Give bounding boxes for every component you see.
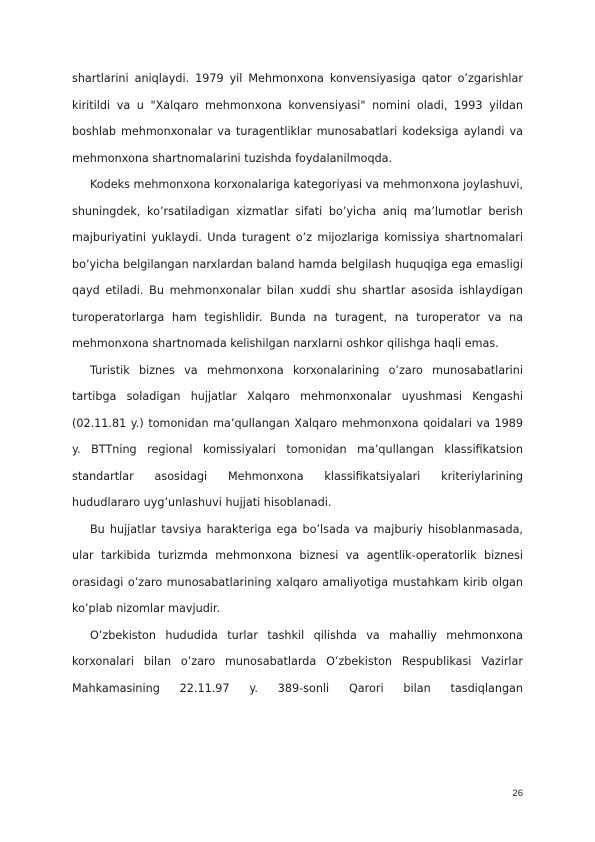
paragraph-5 <box>72 623 523 703</box>
paragraph-3-text: Turistik biznes va mehmonxona korxonalarining o’zaro munosabatlarini tartibga soladigan hujjatlar Xalqaro mehmonxonalar uyushmasi Kengashi (02.11.81 y.) tomonidan ma’qullangan Xalqaro mehmonxona qoidalari va 1989 y. BTTning regional komissiyalari tomonidan ma’qullangan klassifikatsion standartlar asosidagi Mehmonxona klassifikatsiyalari kriteriylarining hududlararo uyg’unlashuvi hujjati hisoblanadi. <box>72 363 523 509</box>
paragraph-2-text: Kodeks mehmonxona korxonalariga kategoriyasi va mehmonxona joylashuvi, shuningdek, ko’rsatiladigan xizmatlar sifati bo’yicha aniq ma’lumotlar berish majburiyatini yuklaydi. Unda turagent o’z mijozlariga komissiya shartnomalari bo’yicha belgilangan narxlardan baland hamda belgilash huquqiga ega emasligi qayd etiladi. Bu mehmonxonalar bilan xuddi shu shartlar asosida ishlaydigan turoperatorlarga ham tegishlidir. Bunda na turagent, na turoperator va na mehmonxona shartnomada kelishilgan narxlarni oshkor qilishga haqli emas. <box>72 178 523 350</box>
paragraph-5-text: O’zbekiston hududida turlar tashkil qilishda va mahalliy mehmonxona korxonalari bilan o’zaro munosabatlarda O’zbekiston Respublikasi Vazirlar Mahkamasining 22.11.97 y. 389-sonli Qarori bilan tasdiqlangan <box>72 628 523 695</box>
paragraph-1-text: shartlarini aniqlaydi. 1979 yil Mehmonxona konvensiyasiga qator o’zgarishlar kiritildi va u "Xalqaro mehmonxona konvensiyasi" nomini oladi, 1993 yildan boshlab mehmonxonalar va turagentliklar munosabatlari kodeksiga aylandi va mehmonxona shartnomalarini tuzishda foydalanilmoqda. <box>72 72 523 165</box>
paragraph-3 <box>72 358 523 517</box>
paragraph-1 <box>72 66 523 172</box>
document-body <box>72 66 523 702</box>
paragraph-4-text: Bu hujjatlar tavsiya harakteriga ega bo’lsada va majburiy hisoblanmasada, ular tarkibida turizmda mehmonxona biznesi va agentlik-operatorlik biznesi orasidagi o’zaro munosabatlarining xalqaro amaliyotiga mustahkam kirib olgan ko’plab nizomlar mavjudir. <box>72 522 523 615</box>
page-number: 26 <box>512 788 523 799</box>
paragraph-2 <box>72 172 523 358</box>
paragraph-4 <box>72 517 523 623</box>
